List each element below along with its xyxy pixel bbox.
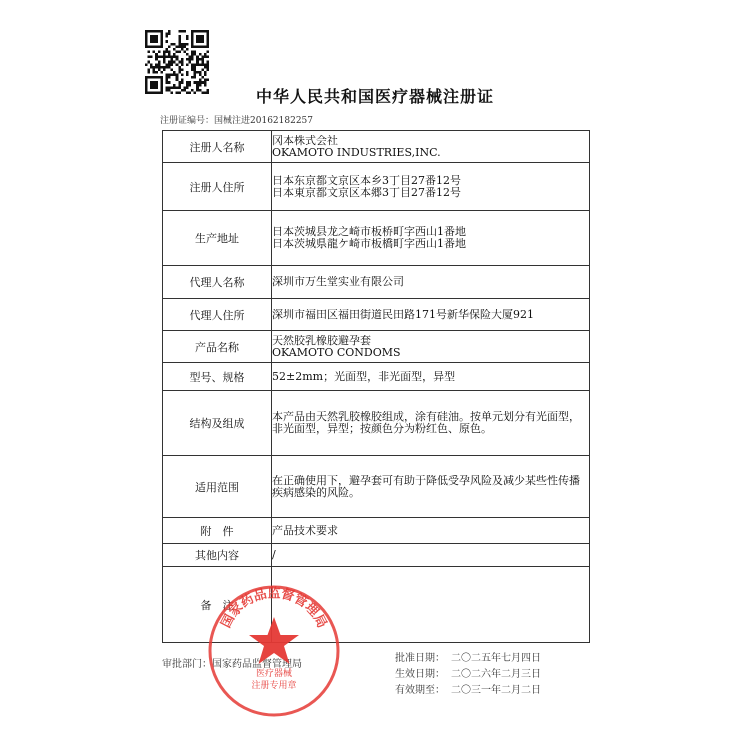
approver-label: 审批部门： (162, 659, 212, 670)
registration-number (160, 113, 313, 126)
effective-date-value: 二〇二六年二月三日 (451, 669, 541, 680)
certificate-title: 中华人民共和国医疗器械注册证 (255, 87, 494, 106)
row-label: 其他内容 (163, 544, 272, 567)
expiry-date-value: 二〇三一年二月二日 (451, 685, 541, 696)
table-row (163, 266, 590, 299)
table-row (163, 211, 590, 266)
row-value (272, 544, 590, 567)
table-row (163, 518, 590, 544)
table-row (163, 456, 590, 518)
row-label: 生产地址 (163, 211, 272, 266)
row-label: 结构及组成 (163, 391, 272, 456)
row-value (272, 131, 590, 163)
row-label: 注册人名称 (163, 131, 272, 163)
value-line: 日本東京都文京区本郷3丁目27番12号 (272, 186, 461, 199)
value-line: 深圳市福田区福田街道民田路171号新华保险大厦921 (272, 308, 534, 321)
table-row (163, 331, 590, 363)
value-line: 52±2mm；光面型，非光面型，异型 (272, 370, 456, 383)
approval-date-label: 批准日期： (395, 653, 445, 664)
row-label: 代理人名称 (163, 266, 272, 299)
row-value (272, 518, 590, 544)
value-line: 日本东京都文京区本乡3丁目27番12号 (272, 174, 461, 187)
row-value (272, 391, 590, 456)
expiry-date (395, 683, 541, 699)
registration-number-value: 国械注进20162182257 (214, 116, 314, 126)
row-label: 产品名称 (163, 331, 272, 363)
table-row (163, 544, 590, 567)
value-line: 天然胶乳橡胶避孕套 (272, 334, 371, 347)
row-label: 代理人住所 (163, 299, 272, 331)
table-row (163, 391, 590, 456)
row-label: 适用范围 (163, 456, 272, 518)
certificate-table (162, 130, 590, 643)
row-label: 注册人住所 (163, 163, 272, 211)
seal-ring-text: 国家药品监督管理局 (218, 586, 330, 631)
row-value (272, 331, 590, 363)
value-line: 日本茨城县龙之崎市板桥町字西山1番地 (272, 226, 466, 238)
expiry-date-label: 有效期至： (395, 685, 445, 696)
row-label: 附 件 (163, 518, 272, 544)
dates-block (395, 651, 541, 699)
table-row (163, 363, 590, 391)
approval-date-value: 二〇二五年七月四日 (451, 653, 541, 664)
value-line: 本产品由天然乳胶橡胶组成，涂有硅油。按单元划分有光面型，非光面型，异型；按颜色分为粉红色、原色。 (272, 411, 580, 435)
registration-number-label: 注册证编号： (160, 116, 215, 126)
approval-date (395, 651, 541, 667)
value-line: 在正确使用下，避孕套可有助于降低受孕风险及减少某些性传播疾病感染的风险。 (272, 474, 580, 499)
value-line: OKAMOTO CONDOMS (272, 346, 401, 359)
table-row (163, 163, 590, 211)
table-row (163, 299, 590, 331)
row-label: 备 注 (163, 567, 272, 643)
table-row (163, 131, 590, 163)
row-value (272, 266, 590, 299)
row-value (272, 163, 590, 211)
row-label: 型号、规格 (163, 363, 272, 391)
effective-date-label: 生效日期： (395, 669, 445, 680)
seal-graphic (206, 583, 342, 719)
row-value (272, 211, 590, 266)
official-seal (206, 583, 342, 719)
approver-value: 国家药品监督管理局 (212, 659, 302, 670)
value-line: 深圳市万生堂实业有限公司 (272, 276, 404, 288)
value-line: 冈本株式会社 (272, 134, 338, 147)
row-value (272, 456, 590, 518)
seal-center-line1: 医疗器械 (255, 669, 292, 679)
effective-date (395, 667, 541, 683)
row-value (272, 299, 590, 331)
value-line: 产品技术要求 (272, 524, 338, 537)
row-value (272, 363, 590, 391)
value-line: OKAMOTO INDUSTRIES,INC. (272, 146, 441, 159)
value-line: 日本茨城県龍ケ崎市板橋町字西山1番地 (272, 238, 466, 250)
seal-center-line2: 注册专用章 (251, 681, 297, 691)
star-icon (249, 617, 299, 664)
value-line: / (272, 549, 276, 561)
